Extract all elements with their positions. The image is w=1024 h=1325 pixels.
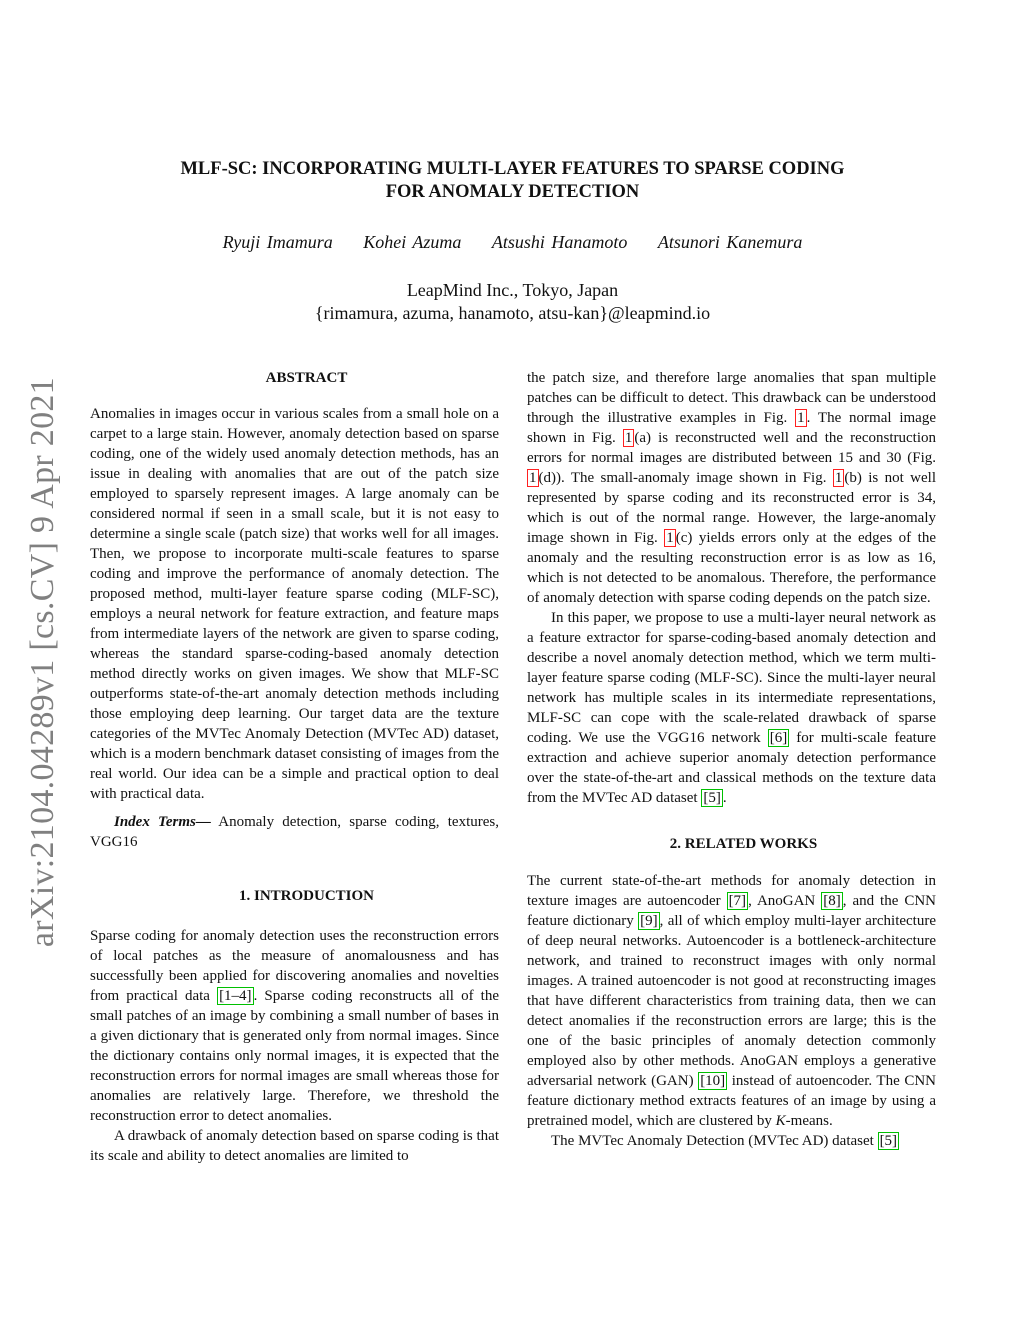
index-terms-label: Index Terms—	[114, 814, 211, 830]
text-run: (c) yields errors only at the edges of the anomaly and the resulting reconstruction error is as low as 16, which is not detected to be anomalous. Therefore, the performance of anomaly detection with sparse coding depends on the patch size.	[527, 530, 936, 606]
figure-ref-link[interactable]: 1	[797, 410, 805, 426]
citation-link[interactable]: [9]	[640, 913, 658, 929]
text-run: (a) is reconstructed well and the reconstruction errors for normal images are distributed between 15 and 30 (Fig.	[527, 430, 936, 466]
intro-heading: 1. INTRODUCTION	[238, 888, 374, 904]
figure-ref-link[interactable]: 1	[624, 430, 633, 446]
text-run: , and the CNN feature dictionary	[527, 893, 936, 929]
title-line-1: MLF-SC: INCORPORATING MULTI-LAYER FEATURES TO SPARSE CODING	[180, 159, 845, 179]
author-3: Atsushi Hanamoto	[491, 232, 628, 252]
text-run: The current state-of-the-art methods for anomaly detection in texture images are autoencoder	[527, 873, 936, 909]
affiliation: LeapMind Inc., Tokyo, Japan	[406, 280, 619, 300]
related-works-heading: 2. RELATED WORKS	[669, 836, 818, 852]
math-variable-k: K	[775, 1113, 786, 1129]
text-run: , all of which employ multi-layer architecture of deep neural networks. Autoencoder is a bottleneck-architecture network, and trained to reconstruct images with only normal images. A trained autoencoder is not good at reconstructing images that have different characteristics from training data, then we can detect anomalies if the reconstruction errors are large; this is the one of the basic principles of anomaly detection commonly employed also by other methods. AnoGAN employs a generative adversarial network (GAN)	[527, 913, 937, 1089]
abstract-text: Anomalies in images occur in various scales from a small hole on a carpet to a large stain. However, anomaly detection based on sparse coding, one of the widely used anomaly detection methods, has an issue in dealing with anomalies that are out of the patch size employed to sparsely represent images. A large anomaly can be considered normal if seen in a small scale, but it is not easy to determine a single scale (patch size) that works well for all images. Then, we propose to incorporate multi-scale features to sparse coding and improve the performance of anomaly detection. The proposed method, multi-layer feature sparse coding (MLF-SC), employs a neural network for feature extraction, and feature maps from intermediate layers of the network are given to sparse coding, whereas the standard sparse-coding-based anomaly detection method directly works on given images. We show that MLF-SC outperforms state-of-the-art anomaly detection methods including those employing deep learning. Our target data are the texture categories of the MVTec Anomaly Detection (MVTec AD) dataset, which is a modern benchmark dataset consisting of images from the real world. Our idea can be a simple and practical option to deal with practical data.	[90, 406, 499, 802]
author-4: Atsunori Kanemura	[657, 232, 803, 252]
author-2: Kohei Azuma	[363, 232, 462, 252]
text-run: The MVTec Anomaly Detection (MVTec AD) dataset	[551, 1133, 878, 1149]
figure-ref-link[interactable]: 1	[529, 470, 537, 486]
text-run: . The normal image shown in Fig.	[527, 410, 936, 446]
citation-link[interactable]: [10]	[700, 1073, 726, 1089]
text-run: instead of autoencoder. The CNN feature dictionary method extracts features of an image by using a pretrained model, which are clustered by	[527, 1073, 937, 1129]
author-emails: {rimamura, azuma, hanamoto, atsu-kan}@leapmind.io	[314, 303, 711, 323]
author-1: Ryuji Imamura	[222, 232, 333, 252]
citation-link[interactable]: [1–4]	[219, 988, 252, 1004]
citation-link[interactable]: [7]	[728, 893, 747, 909]
figure-ref-link[interactable]: 1	[666, 530, 674, 546]
citation-link[interactable]: [5]	[703, 790, 721, 806]
title-block	[90, 158, 935, 325]
intro-paragraph-2: A drawback of anomaly detection based on sparse coding is that its scale and ability to detect anomalies are limited to	[90, 1128, 499, 1164]
index-terms-text: Anomaly detection, sparse coding, textures, VGG16	[90, 814, 499, 850]
right-column	[527, 368, 936, 1151]
right-paragraph-2	[527, 608, 936, 808]
author-list	[90, 232, 935, 253]
text-run: -means.	[785, 1113, 833, 1129]
right-paragraph-1	[527, 368, 936, 608]
text-run: (b) is not well represented by sparse coding and its reconstructed error is 34, which is out of the normal range. However, the large-anomaly image shown in Fig.	[527, 470, 936, 546]
intro-p1-text-b: . Sparse coding reconstructs all of the small patches of an image by combining a small number of bases in a given dictionary that is generated only from normal images. Since the dictionary contains only normal images, it is expected that the reconstruction errors for normal images are small whereas those for anomalies are relatively large. Therefore, we threshold the reconstruction error to detect anomalies.	[90, 988, 499, 1124]
arxiv-id-text: arXiv:2104.04289v1 [cs.CV] 9 Apr 2021	[24, 376, 61, 948]
related-paragraph-1	[527, 871, 936, 1131]
text-run: .	[722, 790, 727, 806]
citation-link[interactable]: [8]	[823, 893, 841, 909]
affiliation-block	[90, 279, 935, 325]
citation-link[interactable]: [5]	[879, 1133, 898, 1149]
left-column	[90, 368, 499, 1166]
text-run: In this paper, we propose to use a multi-layer neural network as a feature extractor for sparse-coding-based anomaly detection and describe a novel anomaly detection method, which we term multi-layer feature sparse coding (MLF-SC). Since the multi-layer neural network has multiple scales in its intermediate representations, MLF-SC can cope with the scale-related drawback of sparse coding. We use the VGG16 network	[527, 610, 936, 746]
intro-p1-text-a: Sparse coding for anomaly detection uses the reconstruction errors of local patches as the measure of anomalousness and has successfully been applied for discovering anomalies and novelties from practical data	[90, 928, 499, 1004]
index-terms	[90, 812, 499, 852]
paper-title	[90, 158, 935, 204]
text-run: , AnoGAN	[748, 893, 822, 909]
related-paragraph-2	[527, 1131, 936, 1151]
abstract-heading: ABSTRACT	[265, 370, 348, 386]
text-run: the patch size, and therefore large anomalies that span multiple patches can be difficult to detect. This drawback can be understood through the illustrative examples in Fig.	[527, 370, 936, 426]
text-run: (d)). The small-anomaly image shown in Fig.	[538, 470, 833, 486]
intro-paragraph-1	[90, 926, 499, 1126]
figure-ref-link[interactable]: 1	[834, 470, 843, 486]
text-run: for multi-scale feature extraction and achieve superior anomaly detection performance over the state-of-the-art and classical methods on the texture data from the MVTec AD dataset	[527, 730, 937, 806]
citation-link[interactable]: [6]	[769, 730, 788, 746]
title-line-2: FOR ANOMALY DETECTION	[385, 182, 640, 202]
arxiv-identifier	[22, 362, 64, 962]
